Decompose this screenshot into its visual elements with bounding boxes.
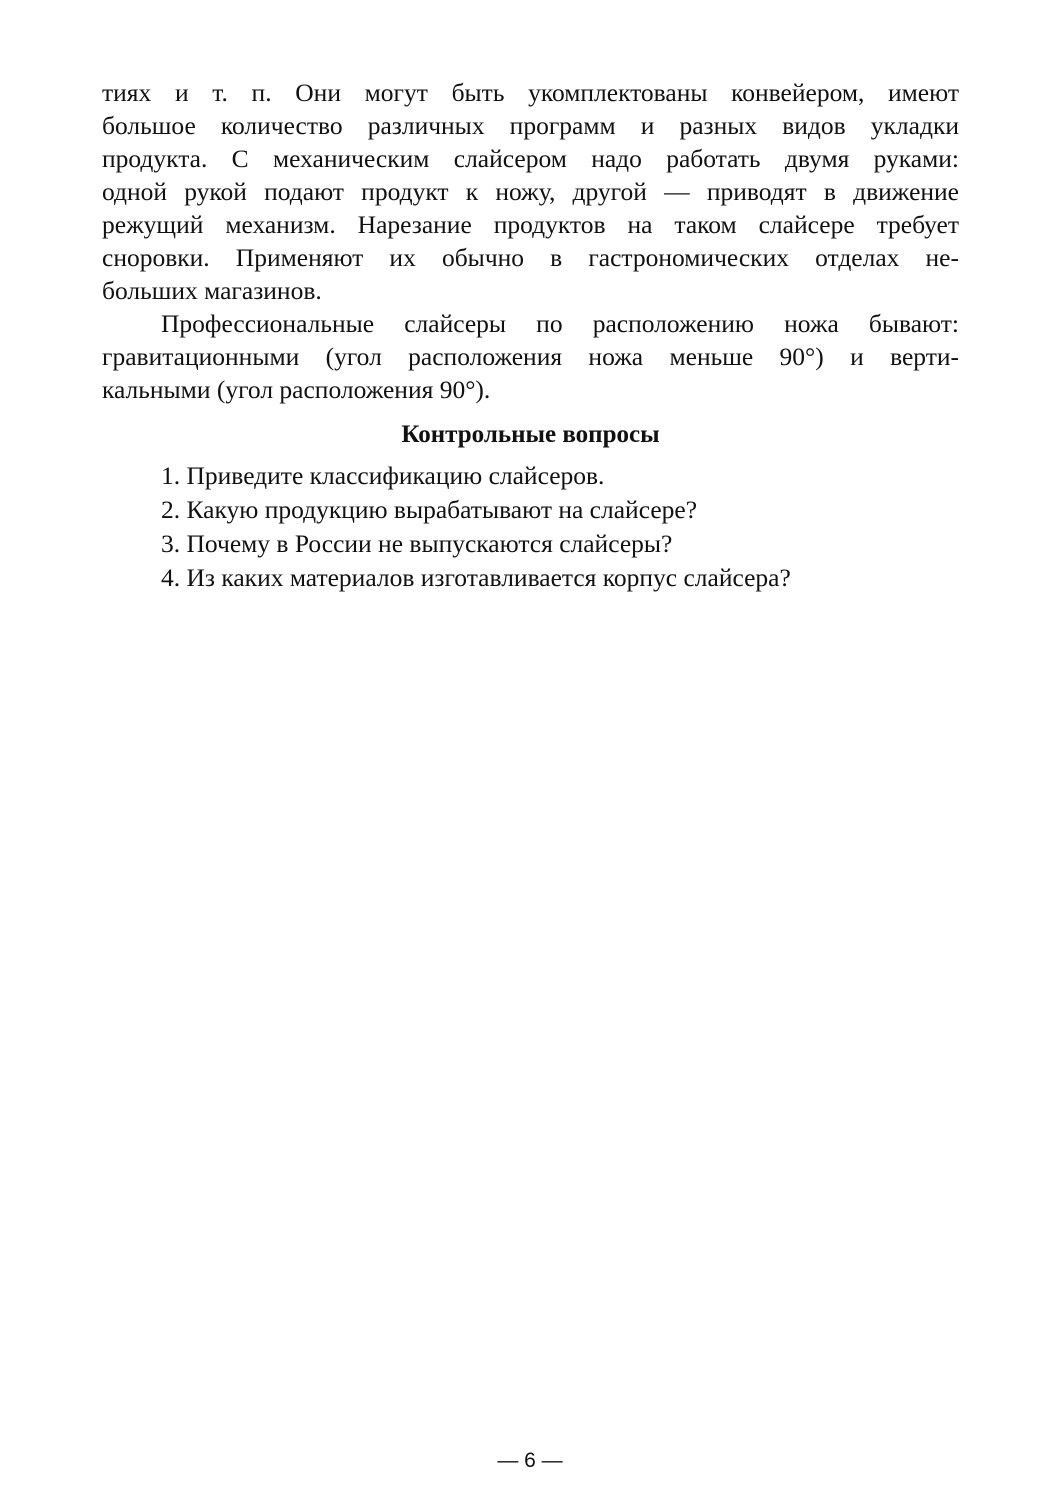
question-item: 3. Почему в России не выпускаются слайсеры?	[161, 529, 673, 558]
body-text	[102, 76, 959, 406]
paragraph-1-line: тиях и т. п. Они могут быть укомплектованы конвейером, имеют	[102, 78, 959, 107]
paragraph-1-line: больших магазинов.	[102, 276, 322, 305]
paragraph-2-line: кальными (угол расположения 90°).	[102, 375, 491, 404]
paragraph-1-line: сноровки. Применяют их обычно в гастрономических отделах не-	[102, 243, 959, 272]
paragraph-1-line: продукта. С механическим слайсером надо работать двумя руками:	[102, 144, 959, 173]
paragraph-2-line: Профессиональные слайсеры по расположению ножа бывают:	[161, 309, 959, 338]
paragraph-2-line: гравитационными (угол расположения ножа меньше 90°) и верти-	[102, 342, 959, 371]
paragraph-1-line: режущий механизм. Нарезание продуктов на таком слайсере требует	[102, 210, 959, 239]
question-item: 1. Приведите классификацию слайсеров.	[161, 461, 605, 490]
question-item: 2. Какую продукцию вырабатывают на слайсере?	[161, 495, 698, 524]
question-item: 4. Из каких материалов изготавливается корпус слайсера?	[161, 563, 791, 592]
section-heading: Контрольные вопросы	[401, 421, 660, 448]
paragraph-1-line: большое количество различных программ и разных видов укладки	[102, 111, 959, 140]
paragraph-1-line: одной рукой подают продукт к ножу, другой — приводят в движение	[102, 177, 959, 206]
questions-list	[161, 459, 941, 595]
page-number: — 6 —	[497, 1449, 563, 1472]
